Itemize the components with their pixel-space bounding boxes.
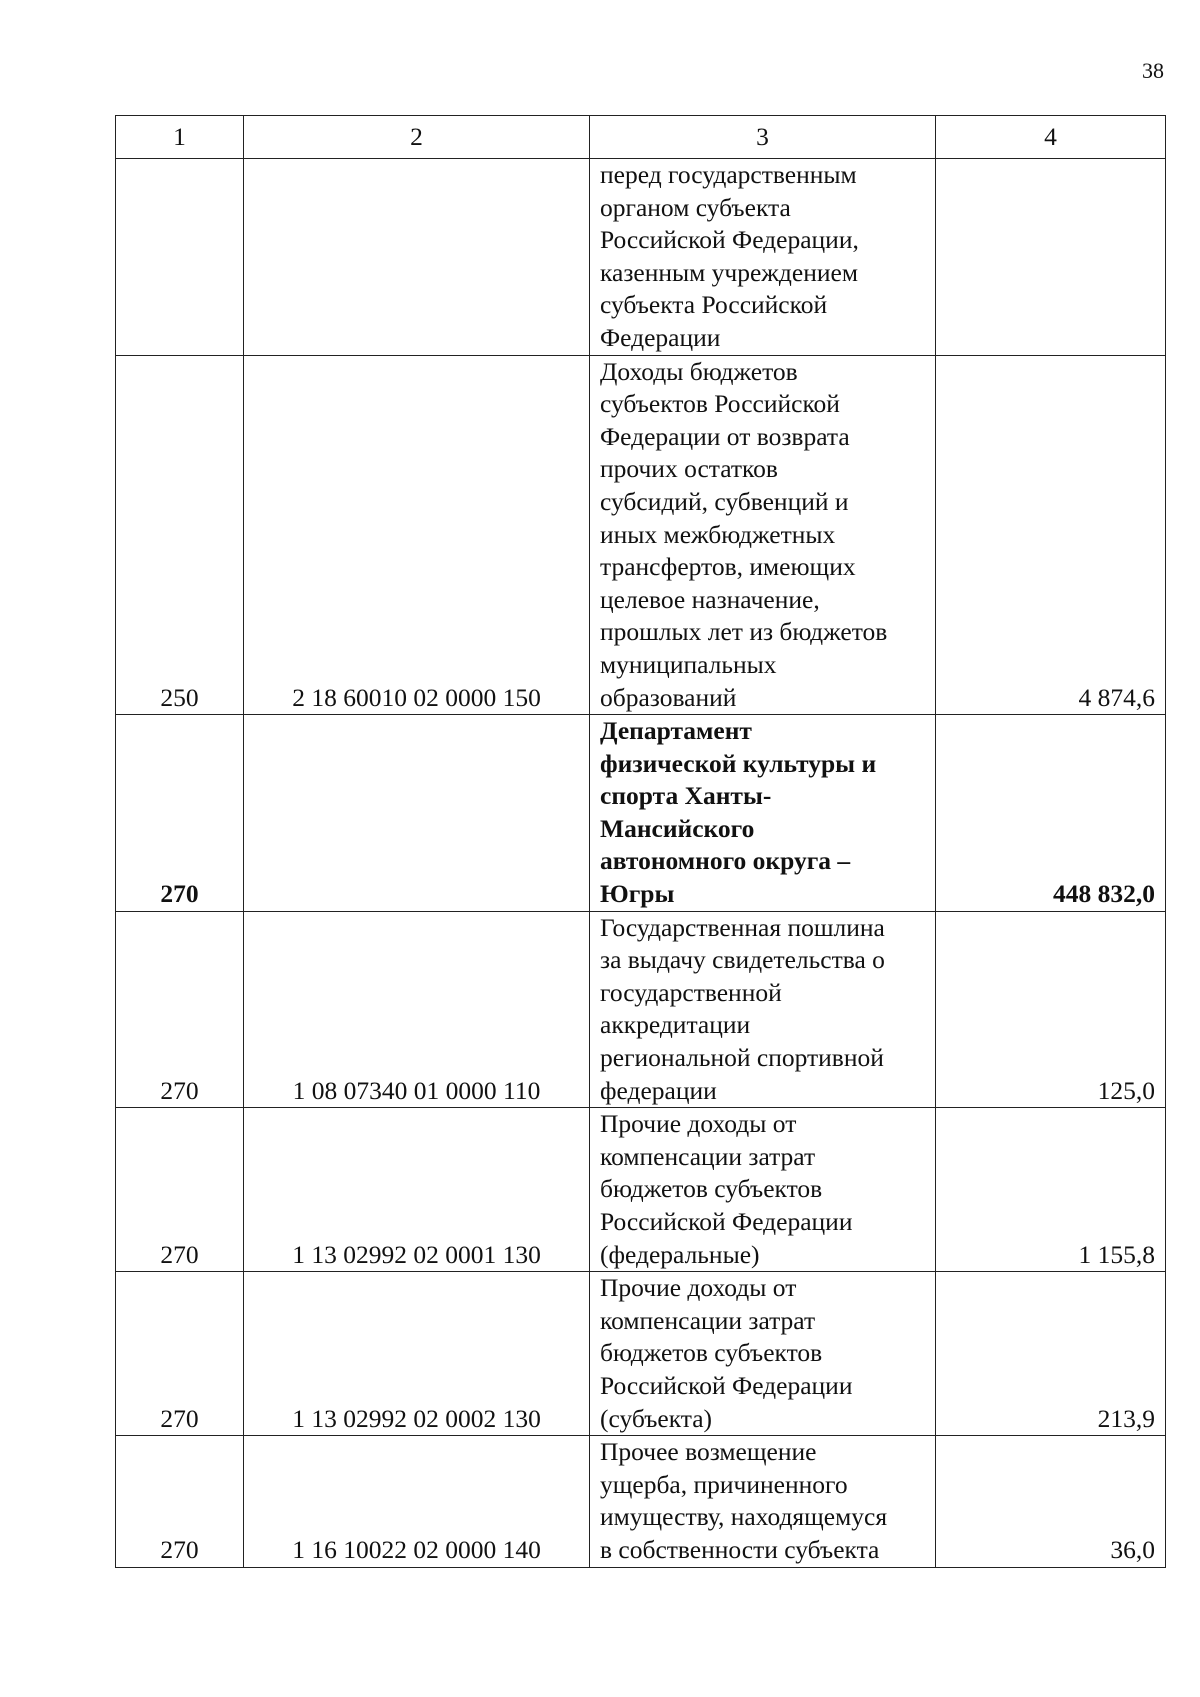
income-name-cell: Прочие доходы от компенсации затрат бюджетов субъектов Российской Федерации (субъекта) [590, 1272, 936, 1436]
income-name-cell: Прочие доходы от компенсации затрат бюджетов субъектов Российской Федерации (федеральные) [590, 1108, 936, 1272]
income-code-cell: 1 16 10022 02 0000 140 [244, 1436, 590, 1567]
table-row [116, 159, 1166, 356]
table-header-row [116, 116, 1166, 159]
amount-cell: 1 155,8 [936, 1108, 1166, 1272]
table-row [116, 1272, 1166, 1436]
income-code-cell: 1 13 02992 02 0001 130 [244, 1108, 590, 1272]
income-name-cell: Департамент физической культуры и спорта Ханты- Мансийского автономного округа – Югры [590, 715, 936, 912]
table-row [116, 911, 1166, 1108]
income-code-cell: 2 18 60010 02 0000 150 [244, 355, 590, 715]
admin-code-cell: 270 [116, 911, 244, 1108]
column-header-4: 4 [936, 116, 1166, 159]
income-code-cell: 1 08 07340 01 0000 110 [244, 911, 590, 1108]
admin-code-cell: 270 [116, 715, 244, 912]
table-row [116, 1436, 1166, 1567]
table-row [116, 355, 1166, 715]
admin-code-cell: 270 [116, 1108, 244, 1272]
admin-code-cell: 250 [116, 355, 244, 715]
table-body [116, 159, 1166, 1568]
amount-cell [936, 159, 1166, 356]
admin-code-cell: 270 [116, 1272, 244, 1436]
admin-code-cell: 270 [116, 1436, 244, 1567]
amount-cell: 448 832,0 [936, 715, 1166, 912]
column-header-1: 1 [116, 116, 244, 159]
amount-cell: 213,9 [936, 1272, 1166, 1436]
amount-cell: 36,0 [936, 1436, 1166, 1567]
column-header-2: 2 [244, 116, 590, 159]
income-name-cell: перед государственным органом субъекта Российской Федерации, казенным учреждением субъекта Российской Федерации [590, 159, 936, 356]
income-code-cell [244, 159, 590, 356]
table-row [116, 715, 1166, 912]
income-name-cell: Доходы бюджетов субъектов Российской Федерации от возврата прочих остатков субсидий, субвенций и иных межбюджетных трансфертов, имеющих целевое назначение, прошлых лет из бюджетов муниципальных образований [590, 355, 936, 715]
page-number: 38 [1142, 58, 1164, 83]
budget-table [115, 115, 1166, 1568]
table-row [116, 1108, 1166, 1272]
income-name-cell: Прочее возмещение ущерба, причиненного имуществу, находящемуся в собственности субъекта [590, 1436, 936, 1567]
income-code-cell [244, 715, 590, 912]
amount-cell: 125,0 [936, 911, 1166, 1108]
amount-cell: 4 874,6 [936, 355, 1166, 715]
income-name-cell: Государственная пошлина за выдачу свидетельства о государственной аккредитации региональной спортивной федерации [590, 911, 936, 1108]
income-code-cell: 1 13 02992 02 0002 130 [244, 1272, 590, 1436]
admin-code-cell [116, 159, 244, 356]
column-header-3: 3 [590, 116, 936, 159]
